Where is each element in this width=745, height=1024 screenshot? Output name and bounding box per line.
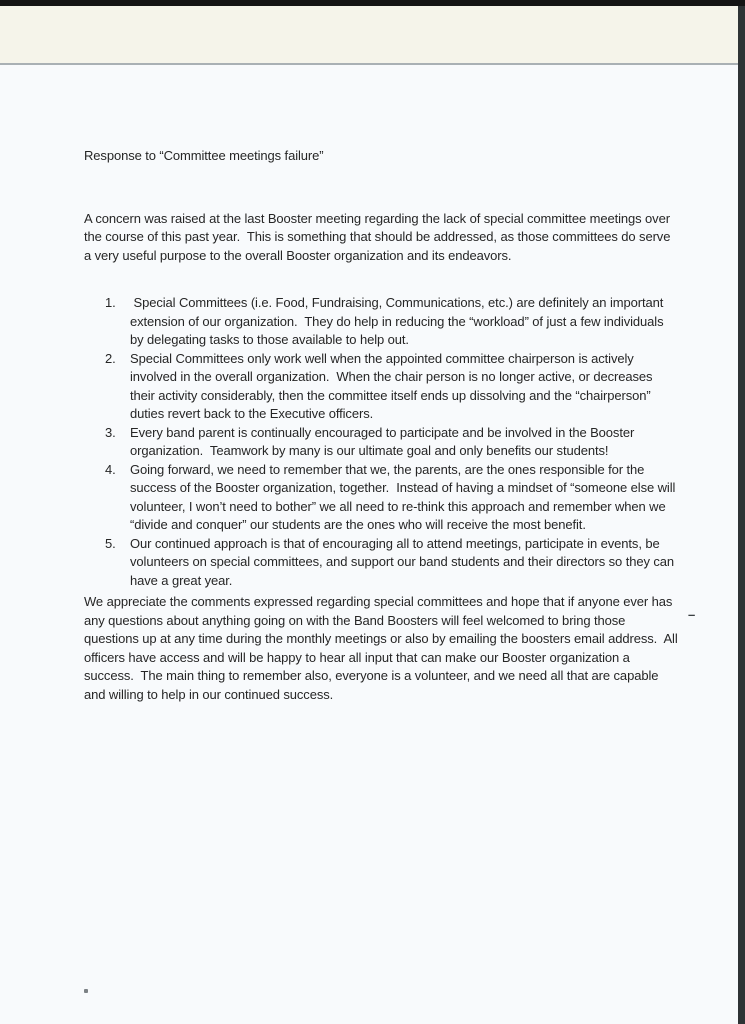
list-item-number: 2.	[105, 350, 116, 366]
list-item-number: 5.	[105, 535, 116, 551]
list-item-text: Special Committees (i.e. Food, Fundraising, Communications, etc.) are definitely an important extension of our organization. They do help in reducing the “workload” of just a few individuals by delegating tasks to those available to help out.	[130, 295, 668, 347]
list-item	[105, 461, 680, 535]
list-item	[105, 350, 680, 424]
list-item-text: Every band parent is continually encouraged to participate and be involved in the Booster organization. Teamwork by many is our ultimate goal and only benefits our students!	[130, 424, 638, 458]
ink-speck	[84, 989, 88, 993]
list-item-number: 3.	[105, 424, 116, 440]
list-item	[105, 424, 680, 461]
list-item-text: Going forward, we need to remember that we, the parents, are the ones responsible for the success of the Booster organization, together. Instead of having a mindset of “someone else will volunteer, I won’t need to bother” we all need to re-think this approach and remember when we “divide and conquer” our students are the ones who will receive the most benefit.	[130, 461, 679, 532]
list-item-number: 4.	[105, 461, 116, 477]
document-title: Response to “Committee meetings failure”	[84, 148, 324, 163]
scanner-edge-right	[738, 6, 745, 1024]
document-content	[84, 147, 680, 704]
list-item-text: Our continued approach is that of encouraging all to attend meetings, participate in events, be volunteers on special committees, and support our band students and their directors so they can have a great year.	[130, 535, 678, 588]
list-item	[105, 294, 680, 350]
list-item-number: 1.	[105, 295, 116, 310]
numbered-list	[84, 294, 680, 590]
intro-paragraph: A concern was raised at the last Booster meeting regarding the lack of special committee meetings over the course of this past year. This is something that should be addressed, as those committees do serve a very useful purpose to the overall Booster organization and its endeavors.	[84, 210, 674, 263]
scanner-band-top	[0, 6, 745, 65]
closing-paragraph: We appreciate the comments expressed regarding special committees and hope that if anyone ever has any questions about anything going on with the Band Boosters will feel welcomed to bring those questions up at any time during the monthly meetings or also by emailing the boosters email address. All officers have access and will be happy to hear all input that can make our Booster organization a success. The main thing to remember also, everyone is a volunteer, and we need all that are capable and willing to help in our continued success.	[84, 594, 682, 702]
stray-pen-mark: –	[688, 607, 696, 622]
list-item-text: Special Committees only work well when the appointed committee chairperson is actively involved in the overall organization. When the chair person is no longer active, or decreases their activity considerably, then the committee itself ends up dissolving and the “chairperson” duties revert back to the Executive officers.	[130, 350, 656, 421]
list-item	[105, 535, 680, 591]
